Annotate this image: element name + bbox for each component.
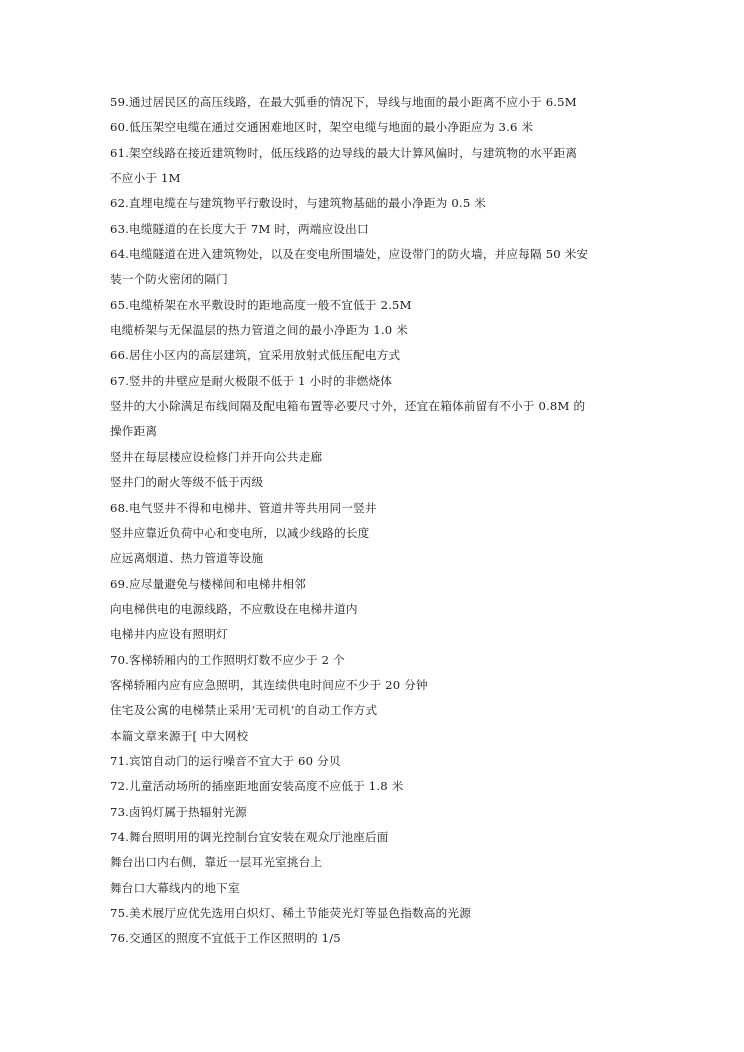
text-line: 竖井门的耐火等级不低于丙级 [110, 475, 264, 490]
text-line: 舞台口大幕线内的地下室 [110, 880, 240, 895]
text-line: 69.应尽量避免与楼梯间和电梯井相邻 [110, 576, 306, 591]
text-line: 71.宾馆自动门的运行噪音不宜大于 60 分贝 [110, 753, 341, 768]
text-line: 竖井在每层楼应设检修门并开向公共走廊 [110, 449, 323, 464]
text-line: 装一个防火密闭的隔门 [110, 272, 228, 287]
text-line: 76.交通区的照度不宜低于工作区照明的 1/5 [110, 931, 341, 946]
text-line: 电梯井内应设有照明灯 [110, 627, 228, 642]
text-line: 62.直埋电缆在与建筑物平行敷设时，与建筑物基础的最小净距为 0.5 米 [110, 196, 487, 211]
text-line: 59.通过居民区的高压线路，在最大弧垂的情况下，导线与地面的最小距离不应小于 6.5M [110, 95, 577, 109]
text-line: 67.竖井的井壁应是耐火极限不低于 1 小时的非燃烧体 [110, 373, 393, 388]
text-line: 竖井的大小除满足布线间隔及配电箱布置等必要尺寸外，还宜在箱体前留有不小于 0.8M 的 [110, 399, 586, 414]
text-line: 向电梯供电的电源线路，不应敷设在电梯井道内 [110, 601, 358, 616]
text-line: 70.客梯轿厢内的工作照明灯数不应少于 2 个 [110, 652, 345, 667]
text-line: 65.电缆桥架在水平敷设时的距地高度一般不宜低于 2.5M [110, 297, 412, 312]
text-line: 73.卤钨灯属于热辐射光源 [110, 804, 247, 819]
text-line: 68.电气竖井不得和电梯井、管道井等共用同一竖井 [110, 500, 377, 515]
text-line: 竖井应靠近负荷中心和变电所，以减少线路的长度 [110, 525, 370, 540]
text-line: 舞台出口内右侧，靠近一层耳光室挑台上 [110, 855, 323, 870]
text-line: 66.居住小区内的高层建筑，宜采用放射式低压配电方式 [110, 348, 401, 363]
text-line: 电缆桥架与无保温层的热力管道之间的最小净距为 1.0 米 [110, 323, 409, 338]
text-line: 61.架空线路在接近建筑物时，低压线路的边导线的最大计算风偏时，与建筑物的水平距离 [110, 145, 578, 160]
text-line: 本篇文章来源于[ 中大网校 [110, 728, 249, 743]
text-lines [110, 93, 640, 955]
text-line: 72.儿童活动场所的插座距地面安装高度不应低于 1.8 米 [110, 779, 404, 794]
text-line: 64.电缆隧道在进入建筑物处，以及在变电所围墙处，应设带门的防火墙，并应每隔 50 米安 [110, 247, 589, 262]
text-line: 60.低压架空电缆在通过交通困难地区时，架空电缆与地面的最小净距应为 3.6 米 [110, 120, 534, 135]
text-line: 74.舞台照明用的调光控制台宜安装在观众厅池座后面 [110, 829, 389, 844]
text-line: 操作距离 [110, 424, 158, 439]
text-line: 63.电缆隧道的在长度大于 7M 时，两端应设出口 [110, 221, 369, 236]
text-line: 75.美术展厅应优先选用白炽灯、稀土节能荧光灯等显色指数高的光源 [110, 906, 472, 920]
text-line: 客梯轿厢内应有应急照明，其连续供电时间应不少于 20 分钟 [110, 677, 428, 692]
text-line: 应远离烟道、热力管道等设施 [110, 551, 264, 566]
text-line: 住宅及公寓的电梯禁止采用‘无司机’的自动工作方式 [110, 703, 378, 718]
text-line: 不应小于 1M [110, 171, 181, 186]
